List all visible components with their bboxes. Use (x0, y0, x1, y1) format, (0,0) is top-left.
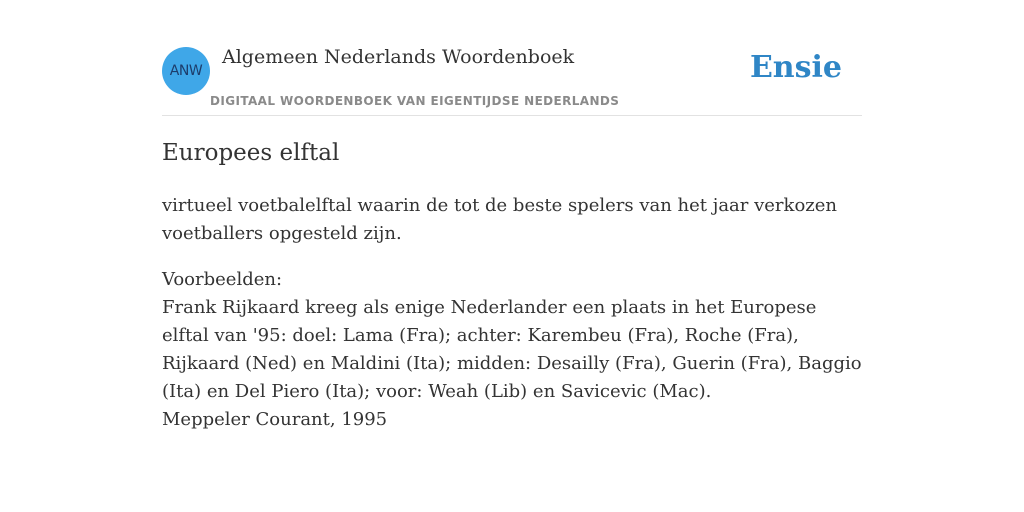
anw-logo[interactable]: ANW (162, 47, 210, 95)
entry-title: Europees elftal (162, 140, 340, 166)
source-title[interactable]: Algemeen Nederlands Woordenboek (222, 46, 575, 68)
examples-section (162, 266, 862, 434)
entry-definition: virtueel voetbalelftal waarin de tot de beste spelers van het jaar verkozen voetballers opgesteld zijn. (162, 195, 838, 244)
header (162, 0, 862, 116)
example-source: Meppeler Courant, 1995 (162, 409, 388, 430)
example-text: Frank Rijkaard kreeg als enige Nederlander een plaats in het Europese elftal van '95: doel: Lama (Fra); achter: Karembeu (Fra), Roche (Fra), Rijkaard (Ned) en Maldini (Ita); midden: Desailly (Fra), Guerin (Fra), Baggio (Ita) en Del Piero (Ita); voor: Weah (Lib) en Savicevic (Mac). (162, 297, 862, 402)
ensie-logo[interactable]: Ensie (749, 50, 842, 85)
source-subtitle: DIGITAAL WOORDENBOEK VAN EIGENTIJDSE NEDERLANDS (210, 94, 620, 108)
examples-label: Voorbeelden: (162, 269, 283, 290)
